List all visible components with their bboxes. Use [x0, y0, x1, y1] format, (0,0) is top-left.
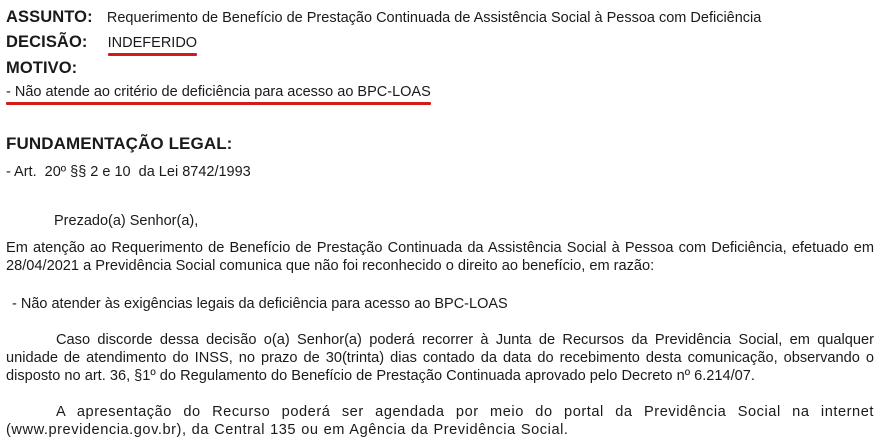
- motivo-row: [6, 59, 77, 78]
- reason-text: - Não atender às exigências legais da deficiência para acesso ao BPC-LOAS: [12, 296, 508, 312]
- paragraph-2-line-2: unidade de atendimento do INSS, no prazo de 30(trinta) dias contado da data do recebimento desta comunicação, observando o: [6, 350, 874, 366]
- greeting: Prezado(a) Senhor(a),: [54, 213, 199, 229]
- assunto-value: Requerimento de Benefício de Prestação Continuada de Assistência Social à Pessoa com Deficiência: [106, 10, 762, 26]
- paragraph-2-line-1: Caso discorde dessa decisão o(a) Senhor(a) poderá recorrer à Junta de Recursos da Previdência Social, em qualquer: [56, 332, 874, 348]
- decisao-row: [6, 33, 197, 52]
- reason-row: [12, 295, 508, 313]
- decisao-value: INDEFERIDO: [107, 35, 198, 51]
- assunto-row: [6, 8, 761, 27]
- greeting-row: [54, 212, 198, 230]
- motivo-label: MOTIVO:: [6, 59, 78, 77]
- paragraph-3-line-1: A apresentação do Recurso poderá ser agendada por meio do portal da Previdência Social na internet: [56, 404, 874, 420]
- paragraph-2-line-3: disposto no art. 36, §1º do Regulamento do Benefício de Prestação Continuada aprovado pelo Decreto nº 6.214/07.: [6, 368, 755, 384]
- paragraph-3-line-2: (www.previdencia.gov.br), da Central 135 ou em Agência da Previdência Social.: [6, 422, 569, 438]
- fundamentacao-row: [6, 135, 232, 154]
- motivo-value: - Não atende ao critério de deficiência para acesso ao BPC-LOAS: [6, 84, 431, 100]
- fundamentacao-item: - Art. 20º §§ 2 e 10 da Lei 8742/1993: [6, 164, 251, 180]
- motivo-item-row: [6, 83, 431, 101]
- fundamentacao-label: FUNDAMENTAÇÃO LEGAL:: [6, 134, 233, 153]
- paragraph-1-line-2: 28/04/2021 a Previdência Social comunica que não foi reconhecido o direito ao benefício, em razão:: [6, 258, 655, 274]
- decisao-label: DECISÃO:: [6, 33, 88, 51]
- paragraph-1-line-1: Em atenção ao Requerimento de Benefício de Prestação Continuada da Assistência Social à Pessoa com Deficiência, efetuado em: [6, 240, 874, 256]
- fundamentacao-item-row: [6, 163, 251, 181]
- assunto-label: ASSUNTO:: [6, 8, 93, 26]
